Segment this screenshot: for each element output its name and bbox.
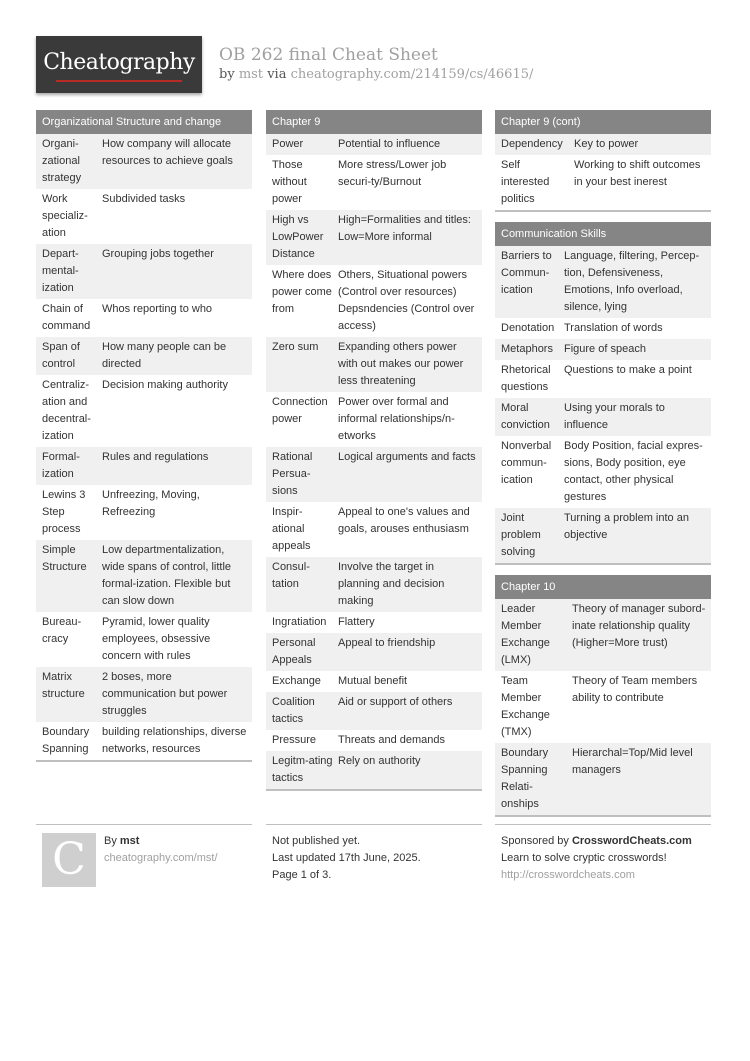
- term-cell: Simple Structure: [42, 544, 87, 573]
- term-cell: Exchange: [272, 675, 321, 687]
- table-row: [36, 189, 252, 244]
- table-row: [495, 134, 711, 155]
- table-row: [36, 375, 252, 447]
- term-cell: Formal-ization: [42, 451, 80, 480]
- term-cell: Coalition tactics: [272, 696, 315, 725]
- sheet-byline: [219, 67, 533, 82]
- table-row: [495, 360, 711, 398]
- table-row: [36, 244, 252, 299]
- definition-cell: Logical arguments and facts: [338, 451, 476, 463]
- table-row: [495, 155, 711, 210]
- term-cell: Those without power: [272, 159, 307, 205]
- section-rows: [495, 246, 711, 563]
- term-cell: Power: [272, 138, 304, 150]
- definition-cell: Threats and demands: [338, 734, 446, 746]
- definition-cell: How many people can be directed: [102, 341, 227, 370]
- definition-cell: Translation of words: [564, 322, 663, 334]
- table-row: [266, 265, 482, 337]
- table-row: [495, 318, 711, 339]
- table-row: [495, 599, 711, 671]
- term-cell: Boundary Spanning Relati-onships: [501, 747, 549, 810]
- definition-cell: Involve the target in planning and decision making: [338, 561, 445, 607]
- table-row: [266, 730, 482, 751]
- term-cell: Zero sum: [272, 341, 319, 353]
- table-row: [495, 743, 711, 815]
- table-row: [266, 392, 482, 447]
- term-cell: Depart-mental-ization: [42, 248, 79, 294]
- table-row: [266, 447, 482, 502]
- term-cell: Personal Appeals: [272, 637, 316, 666]
- table-row: [266, 671, 482, 692]
- definition-cell: Low departmentalization, wide spans of control, little formal-ization. Flexible but can slow down: [102, 544, 232, 607]
- definition-cell: Key to power: [574, 138, 639, 150]
- term-cell: Nonverbal commun-ication: [501, 440, 552, 486]
- definition-cell: Rely on authority: [338, 755, 421, 767]
- term-cell: Inspir-ational appeals: [272, 506, 311, 552]
- section-title: Communication Skills: [495, 222, 711, 246]
- sponsor-name[interactable]: CrosswordCheats.com: [571, 835, 692, 847]
- table-row: [495, 339, 711, 360]
- section-rows: [266, 134, 482, 789]
- table-row: [495, 246, 711, 318]
- term-cell: Span of control: [42, 341, 80, 370]
- definition-cell: Turning a problem into an objective: [564, 512, 689, 541]
- term-cell: Self interested politics: [501, 159, 550, 205]
- term-cell: Matrix structure: [42, 671, 85, 700]
- term-cell: Metaphors: [501, 343, 553, 355]
- sponsor-tagline: Learn to solve cryptic crosswords!: [501, 852, 667, 864]
- term-cell: Boundary Spanning: [42, 726, 90, 755]
- section-chapter-9: [266, 110, 482, 791]
- definition-cell: Power over formal and informal relationships/n-etworks: [338, 396, 455, 442]
- column-1: [36, 110, 252, 772]
- definition-cell: Aid or support of others: [338, 696, 453, 708]
- table-row: [495, 398, 711, 436]
- footer-by-label: By: [104, 835, 117, 847]
- footer-author: [36, 824, 252, 885]
- definition-cell: Unfreezing, Moving, Refreezing: [102, 489, 200, 518]
- sheet-url[interactable]: cheatography.com/214159/cs/46615/: [290, 67, 534, 82]
- term-cell: Connection power: [272, 396, 328, 425]
- footer-author-url[interactable]: cheatography.com/mst/: [104, 852, 218, 864]
- definition-cell: Body Position, facial expres-sions, Body position, eye contact, other physical gestures: [564, 440, 703, 503]
- definition-cell: Decision making authority: [102, 379, 228, 391]
- logo-underline: [56, 80, 182, 82]
- table-row: [266, 557, 482, 612]
- definition-cell: Theory of manager subord-inate relationship quality (Higher=More trust): [572, 603, 706, 649]
- term-cell: Chain of command: [42, 303, 91, 332]
- definition-cell: Using your morals to influence: [564, 402, 665, 431]
- cheatography-logo[interactable]: [36, 36, 202, 93]
- definition-cell: Whos reporting to who: [102, 303, 213, 315]
- term-cell: Ingratiation: [272, 616, 327, 628]
- term-cell: Dependency: [501, 138, 563, 150]
- term-cell: Pressure: [272, 734, 317, 746]
- term-cell: Rhetorical questions: [501, 364, 551, 393]
- footer-author-name[interactable]: mst: [119, 835, 140, 847]
- definition-cell: building relationships, diverse networks, resources: [102, 726, 247, 755]
- table-row: [495, 671, 711, 743]
- sponsor-label: Sponsored by: [501, 835, 569, 847]
- term-cell: Legitm-ating tactics: [272, 755, 333, 784]
- term-cell: Team Member Exchange (TMX): [501, 675, 550, 738]
- definition-cell: How company will allocate resources to achieve goals: [102, 138, 233, 167]
- definition-cell: Others, Situational powers (Control over resources) Depsndencies (Control over access): [338, 269, 475, 332]
- term-cell: Joint problem solving: [501, 512, 541, 558]
- term-cell: Consul-tation: [272, 561, 310, 590]
- footer-publish-info: [266, 824, 482, 884]
- definition-cell: Theory of Team members ability to contribute: [572, 675, 698, 704]
- definition-cell: Appeal to one's values and goals, arouses enthusiasm: [338, 506, 470, 535]
- term-cell: Work specializ-ation: [42, 193, 88, 239]
- table-row: [36, 299, 252, 337]
- table-row: [266, 692, 482, 730]
- table-row: [495, 436, 711, 508]
- table-row: [266, 337, 482, 392]
- definition-cell: Mutual benefit: [338, 675, 408, 687]
- definition-cell: Hierarchal=Top/Mid level managers: [572, 747, 693, 776]
- term-cell: Lewins 3 Step process: [42, 489, 86, 535]
- definition-cell: Appeal to friendship: [338, 637, 436, 649]
- section-chapter-10: [495, 575, 711, 817]
- section-communication-skills: [495, 222, 711, 565]
- term-cell: Centraliz-ation and decentral-ization: [42, 379, 91, 442]
- table-row: [36, 447, 252, 485]
- term-cell: Moral conviction: [501, 402, 550, 431]
- sheet-title: OB 262 final Cheat Sheet: [219, 45, 438, 65]
- table-row: [266, 502, 482, 557]
- definition-cell: Pyramid, lower quality employees, obsessive concern with rules: [102, 616, 211, 662]
- definition-cell: High=Formalities and titles: Low=More informal: [338, 214, 471, 243]
- table-row: [36, 134, 252, 189]
- section-title: Organizational Structure and change: [36, 110, 252, 134]
- table-row: [266, 633, 482, 671]
- table-row: [36, 540, 252, 612]
- table-row: [266, 210, 482, 265]
- section-title: Chapter 9: [266, 110, 482, 134]
- definition-cell: Expanding others power with out makes our power less threatening: [338, 341, 464, 387]
- table-row: [36, 337, 252, 375]
- definition-cell: Working to shift outcomes in your best inerest: [574, 159, 701, 188]
- section-rows: [495, 134, 711, 210]
- section-org-structure: [36, 110, 252, 762]
- definition-cell: Subdivided tasks: [102, 193, 186, 205]
- page-header: [0, 0, 750, 100]
- table-row: [266, 155, 482, 210]
- column-3: [495, 110, 711, 827]
- by-label: by: [219, 67, 235, 82]
- sponsor-url[interactable]: http://crosswordcheats.com: [501, 869, 635, 881]
- definition-cell: More stress/Lower job securi-ty/Burnout: [338, 159, 447, 188]
- last-updated: Last updated 17th June, 2025.: [272, 852, 421, 864]
- definition-cell: Questions to make a point: [564, 364, 692, 376]
- definition-cell: Flattery: [338, 616, 375, 628]
- section-chapter-9-cont: [495, 110, 711, 212]
- definition-cell: Figure of speach: [564, 343, 646, 355]
- term-cell: Organi-zational strategy: [42, 138, 82, 184]
- definition-cell: 2 boses, more communication but power struggles: [102, 671, 228, 717]
- term-cell: High vs LowPower Distance: [272, 214, 324, 260]
- published-status: Not published yet.: [272, 835, 361, 847]
- table-row: [36, 667, 252, 722]
- logo-text: Cheatography: [43, 50, 195, 75]
- footer-sponsor: [495, 824, 711, 884]
- table-row: [36, 612, 252, 667]
- definition-cell: Language, filtering, Percep-tion, Defensiveness, Emotions, Info overload, silence, lying: [564, 250, 700, 313]
- term-cell: Where does power come from: [272, 269, 332, 315]
- table-row: [36, 485, 252, 540]
- page-number: Page 1 of 3.: [272, 869, 332, 881]
- author-avatar[interactable]: C: [42, 833, 96, 887]
- section-title: Chapter 9 (cont): [495, 110, 711, 134]
- term-cell: Denotation: [501, 322, 555, 334]
- definition-cell: Rules and regulations: [102, 451, 209, 463]
- table-row: [266, 612, 482, 633]
- term-cell: Leader Member Exchange (LMX): [501, 603, 550, 666]
- section-rows: [36, 134, 252, 760]
- term-cell: Rational Persua-sions: [272, 451, 313, 497]
- table-row: [266, 751, 482, 789]
- table-row: [36, 722, 252, 760]
- section-title: Chapter 10: [495, 575, 711, 599]
- column-2: [266, 110, 482, 801]
- section-rows: [495, 599, 711, 815]
- term-cell: Barriers to Commun-ication: [501, 250, 552, 296]
- via-label: via: [267, 67, 287, 82]
- table-row: [266, 134, 482, 155]
- definition-cell: Grouping jobs together: [102, 248, 214, 260]
- definition-cell: Potential to influence: [338, 138, 441, 150]
- author-link[interactable]: mst: [238, 67, 264, 82]
- table-row: [495, 508, 711, 563]
- term-cell: Bureau-cracy: [42, 616, 82, 645]
